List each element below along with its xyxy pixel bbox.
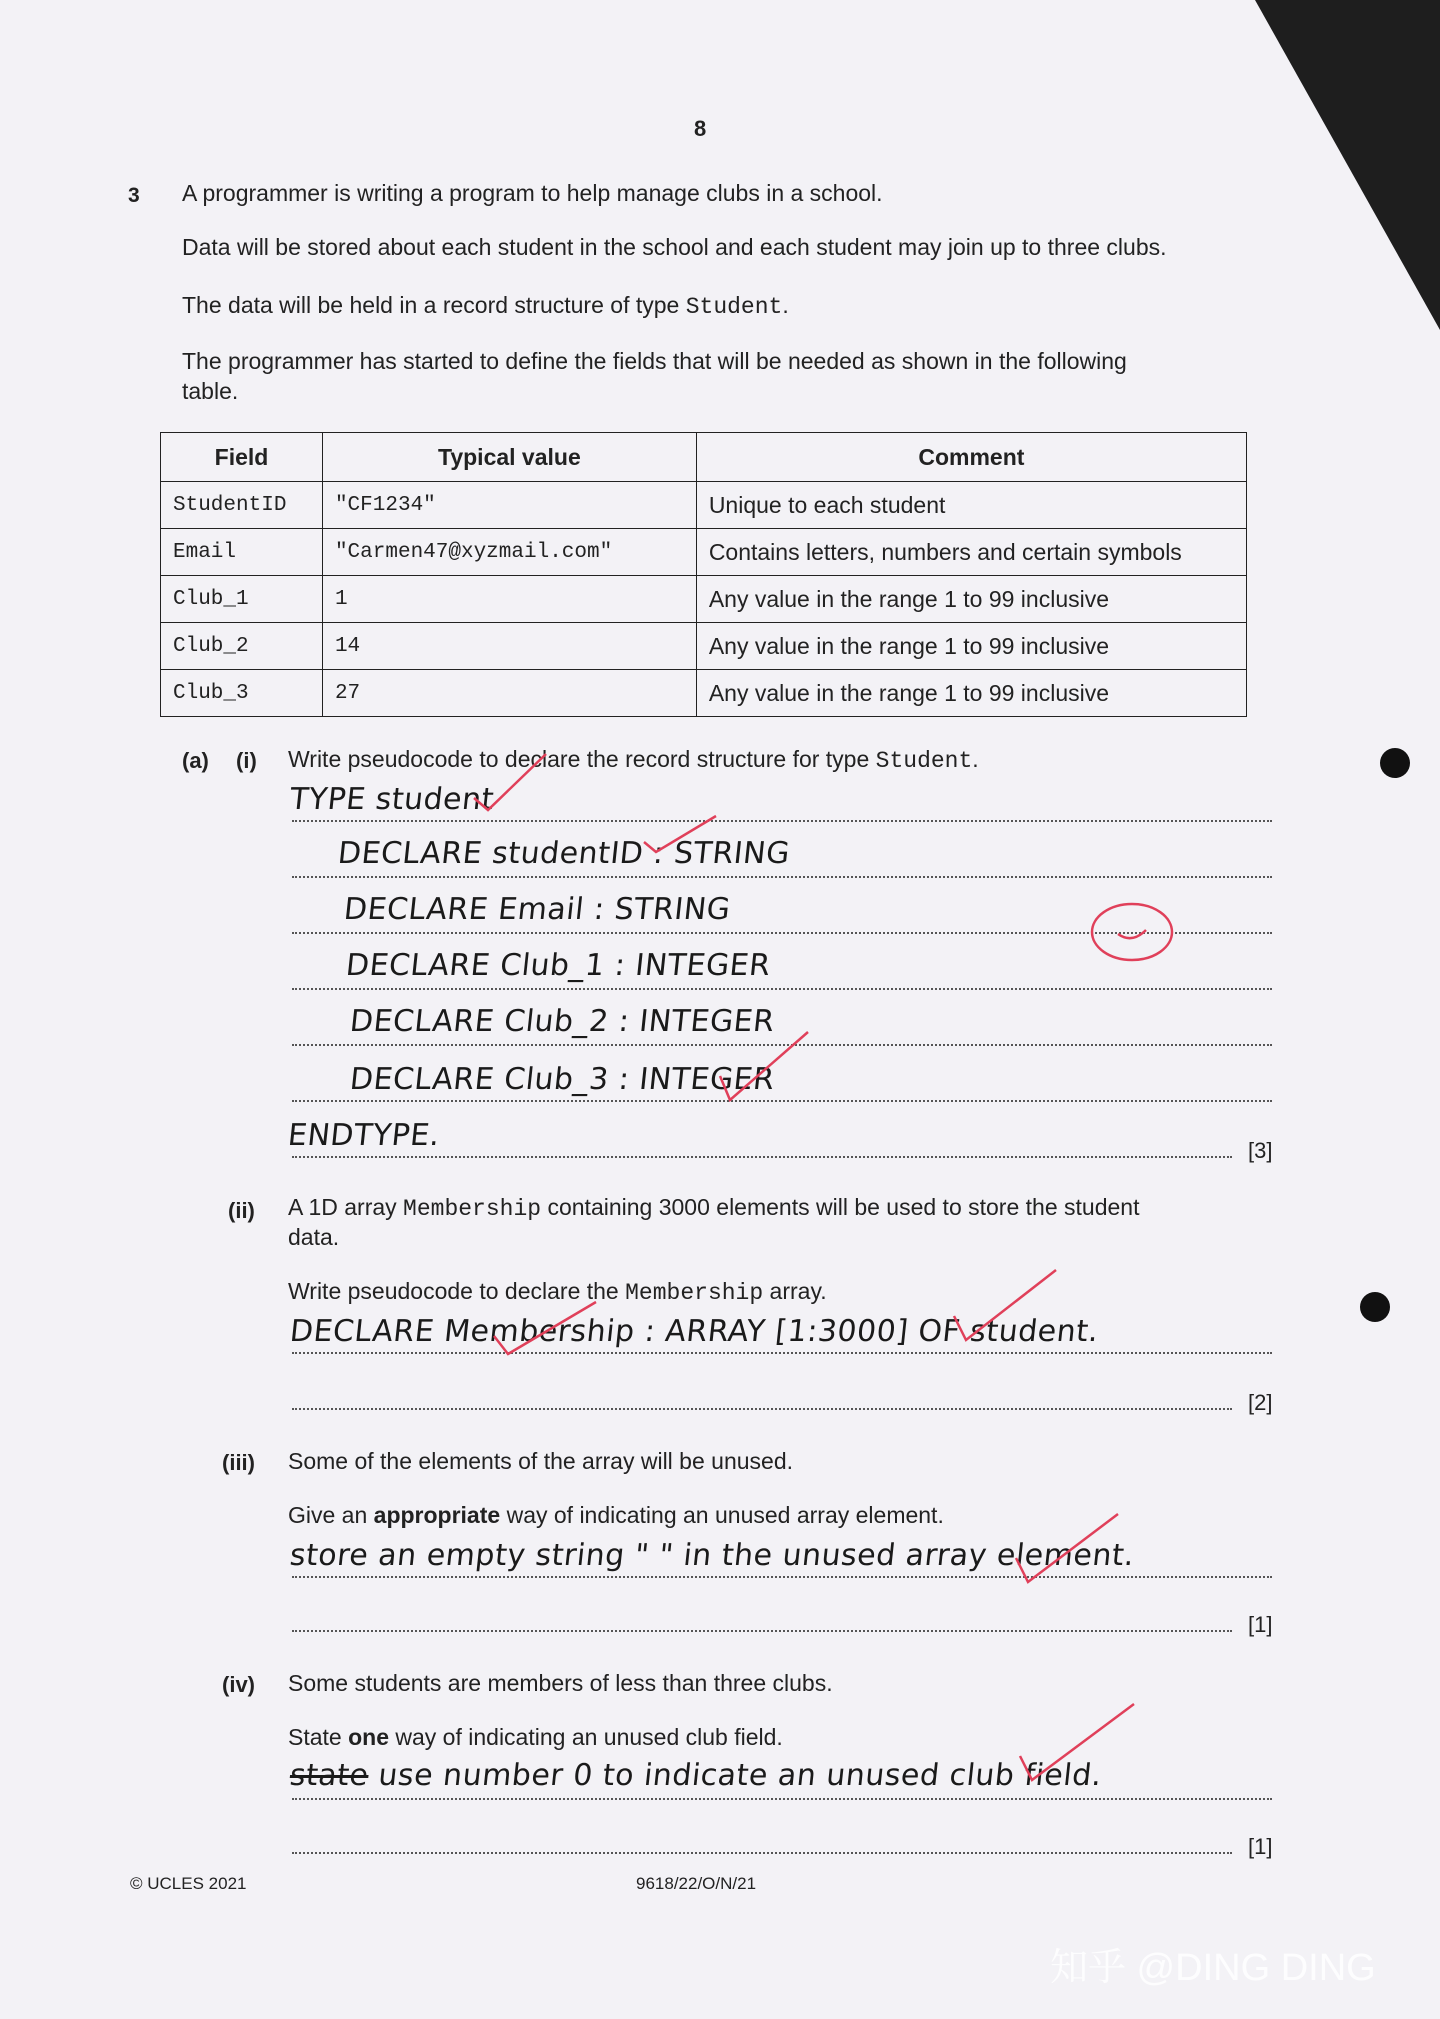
part-a-iii-instruction: Give an appropriate way of indicating an unused array element.	[288, 1502, 944, 1528]
answer-line	[292, 1852, 1232, 1854]
part-a-iv-label: (iv)	[222, 1672, 255, 1697]
check-mark-icon	[716, 1028, 812, 1104]
part-a-i-label: (i)	[236, 748, 257, 773]
cell-field: Email	[161, 529, 323, 576]
punch-hole	[1380, 748, 1410, 778]
cell-comment: Unique to each student	[696, 482, 1246, 529]
intro-line-4: The programmer has started to define the fields that will be needed as shown in the following	[182, 348, 1127, 374]
intro-line-1: A programmer is writing a program to help manage clubs in a school.	[182, 180, 883, 206]
cell-comment: Any value in the range 1 to 99 inclusive	[696, 576, 1246, 623]
part-a-iv-prompt: Some students are members of less than three clubs.	[288, 1670, 833, 1696]
table-row	[161, 529, 1247, 576]
header-comment: Comment	[696, 433, 1246, 482]
cell-value: 1	[322, 576, 696, 623]
handwritten-answer: DECLARE Club_1 : INTEGER	[344, 948, 773, 983]
handwritten-answer: ENDTYPE.	[286, 1118, 442, 1153]
handwritten-answer: DECLARE Membership : ARRAY [1:3000] OF student.	[288, 1314, 1101, 1349]
punch-hole	[1360, 1292, 1390, 1322]
header-field: Field	[161, 433, 323, 482]
table-row	[161, 623, 1247, 670]
handwritten-answer: DECLARE Email : STRING	[342, 892, 733, 927]
part-a-ii-prompt: A 1D array Membership containing 3000 elements will be used to store the student	[288, 1194, 1140, 1222]
intro-line-5: table.	[182, 378, 239, 404]
intro-line-3: The data will be held in a record structure of type Student.	[182, 292, 789, 320]
table-header-row	[161, 433, 1247, 482]
handwritten-answer: DECLARE Club_2 : INTEGER	[348, 1004, 777, 1039]
part-a-ii-prompt-cont: data.	[288, 1224, 340, 1250]
table-row	[161, 670, 1247, 717]
intro-line-2: Data will be stored about each student in the school and each student may join up to three clubs.	[182, 234, 1167, 260]
answer-line	[292, 988, 1272, 990]
part-a-iv-instruction: State one way of indicating an unused club field.	[288, 1724, 783, 1750]
answer-line	[292, 1798, 1272, 1800]
check-mark-icon	[950, 1266, 1060, 1346]
table-row	[161, 482, 1247, 529]
header-typical-value: Typical value	[322, 433, 696, 482]
part-a-label: (a)	[182, 748, 209, 773]
part-a-iii-prompt: Some of the elements of the array will be unused.	[288, 1448, 794, 1474]
cell-field: Club_2	[161, 623, 323, 670]
cell-value: 27	[322, 670, 696, 717]
answer-line	[292, 1408, 1232, 1410]
answer-line	[292, 1576, 1272, 1578]
check-mark-icon	[1016, 1700, 1138, 1784]
cell-field: Club_1	[161, 576, 323, 623]
handwritten-answer: state use number 0 to indicate an unused club field.	[288, 1758, 1104, 1793]
answer-line	[292, 1630, 1232, 1632]
answer-line	[292, 1156, 1232, 1158]
copyright: © UCLES 2021	[130, 1874, 247, 1893]
cell-comment: Contains letters, numbers and certain symbols	[696, 529, 1246, 576]
marks-a-ii: [2]	[1248, 1390, 1273, 1415]
handwritten-answer: DECLARE Club_3 : INTEGER	[348, 1062, 777, 1097]
marks-a-iv: [1]	[1248, 1834, 1273, 1859]
answer-line	[292, 876, 1272, 878]
watermark: 知乎 @DING DING	[1050, 1947, 1376, 1989]
check-mark-icon	[1012, 1510, 1122, 1586]
marks-a-i: [3]	[1248, 1138, 1273, 1163]
table-row	[161, 576, 1247, 623]
handwritten-answer: store an empty string " " in the unused array element.	[288, 1538, 1137, 1573]
answer-line	[292, 820, 1272, 822]
cell-value: 14	[322, 623, 696, 670]
fields-table	[160, 432, 1247, 717]
check-mark-icon	[640, 812, 720, 862]
cell-field: Club_3	[161, 670, 323, 717]
part-a-ii-instruction: Write pseudocode to declare the Membership array.	[288, 1278, 827, 1306]
handwritten-answer: TYPE student	[288, 782, 496, 817]
page-number: 8	[694, 116, 707, 141]
part-a-i-prompt: Write pseudocode to declare the record structure for type Student.	[288, 746, 979, 774]
check-mark-icon	[470, 748, 550, 818]
part-a-iii-label: (iii)	[222, 1450, 255, 1475]
answer-line	[292, 1352, 1272, 1354]
cell-comment: Any value in the range 1 to 99 inclusive	[696, 623, 1246, 670]
cell-field: StudentID	[161, 482, 323, 529]
cell-value: "CF1234"	[322, 482, 696, 529]
marks-a-iii: [1]	[1248, 1612, 1273, 1637]
question-number: 3	[128, 184, 140, 207]
part-a-ii-label: (ii)	[228, 1198, 255, 1223]
paper-code: 9618/22/O/N/21	[636, 1874, 757, 1893]
cell-value: "Carmen47@xyzmail.com"	[322, 529, 696, 576]
cell-comment: Any value in the range 1 to 99 inclusive	[696, 670, 1246, 717]
handwritten-answer: DECLARE studentID : STRING	[336, 836, 792, 871]
check-mark-icon	[490, 1296, 600, 1360]
circled-mark-icon	[1088, 900, 1178, 964]
